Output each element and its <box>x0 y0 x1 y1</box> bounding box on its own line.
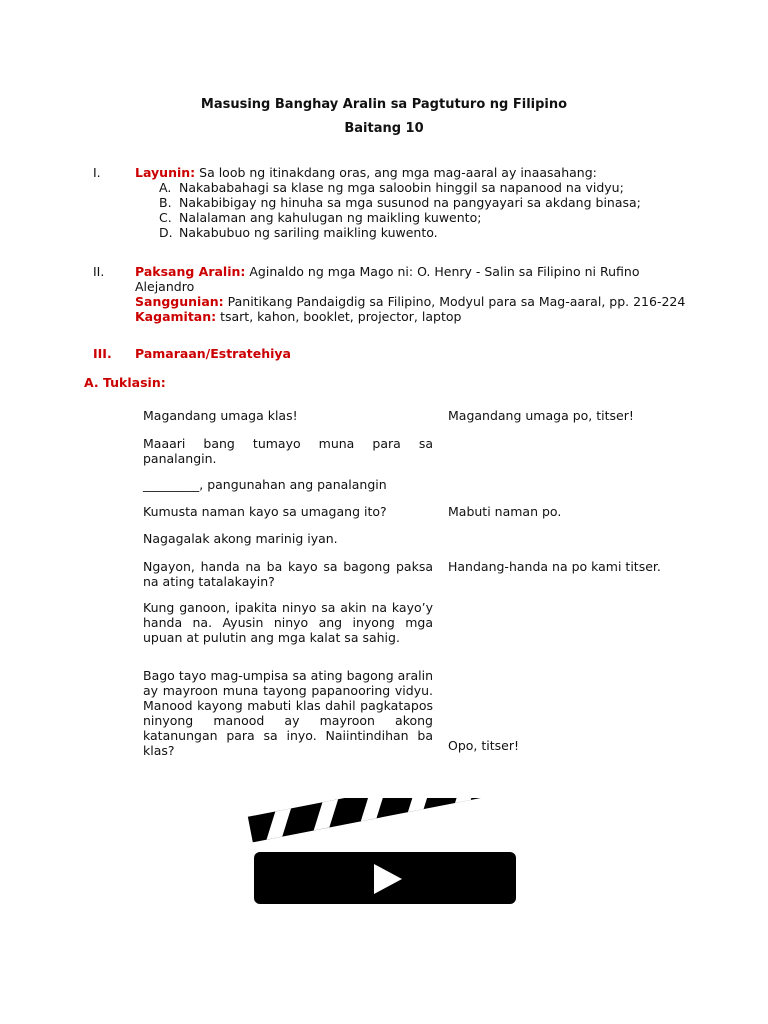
section-a-label: A. Tuklasin: <box>84 375 166 390</box>
section-2-subject <box>135 264 695 324</box>
objectives-label: Layunin: <box>135 165 196 180</box>
teacher-line: Nagagalak akong marinig iyan. <box>143 531 338 546</box>
student-line: Magandang umaga po, titser! <box>448 408 634 423</box>
list-text: Nakabubuo ng sariling maikling kuwento. <box>179 225 438 240</box>
teacher-line: Maaari bang tumayo muna para sa panalangin. <box>143 436 433 466</box>
paksa-label: Paksang Aralin: <box>135 264 246 279</box>
list-item <box>159 210 695 225</box>
section-3-label: Pamaraan/Estratehiya <box>135 346 291 361</box>
teacher-line: Ngayon, handa na ba kayo sa bagong paksa na ating tatalakayin? <box>143 559 433 589</box>
section-1-numeral: I. <box>93 165 101 180</box>
section-1-objectives <box>135 165 695 240</box>
kagamitan-label: Kagamitan: <box>135 309 217 324</box>
list-item <box>159 180 695 195</box>
document-title: Masusing Banghay Aralin sa Pagtuturo ng Filipino <box>200 97 568 112</box>
objectives-intro-text: Sa loob ng itinakdang oras, ang mga mag-aaral ay inaasahang: <box>195 165 597 180</box>
paksa-line <box>135 264 695 294</box>
list-marker: A. <box>159 180 172 195</box>
teacher-line: Kumusta naman kayo sa umagang ito? <box>143 504 387 519</box>
list-marker: B. <box>159 195 172 210</box>
section-3-numeral: III. <box>93 346 112 361</box>
student-line: Opo, titser! <box>448 738 519 753</box>
list-text: Nakababahagi sa klase ng mga saloobin hinggil sa napanood na vidyu; <box>179 180 624 195</box>
teacher-line: Kung ganoon, ipakita ninyo sa akin na kayo’y handa na. Ayusin ninyo ang inyong mga upuan at pulutin ang mga kalat sa sahig. <box>143 600 433 645</box>
list-item <box>159 225 695 240</box>
teacher-line: Magandang umaga klas! <box>143 408 298 423</box>
list-marker: D. <box>159 225 173 240</box>
student-line: Handang-handa na po kami titser. <box>448 559 661 574</box>
objectives-intro <box>135 165 695 180</box>
sanggunian-label: Sanggunian: <box>135 294 224 309</box>
list-text: Nakabibigay ng hinuha sa mga susunod na pangyayari sa akdang binasa; <box>179 195 641 210</box>
list-text: Nalalaman ang kahulugan ng maikling kuwento; <box>179 210 482 225</box>
teacher-line: _________, pangunahan ang panalangin <box>143 477 387 492</box>
list-marker: C. <box>159 210 172 225</box>
objectives-list <box>159 180 695 240</box>
paksa-text: Aginaldo ng mga Mago ni: O. Henry - Salin sa Filipino ni Rufino Alejandro <box>135 264 640 294</box>
student-line: Mabuti naman po. <box>448 504 562 519</box>
list-item <box>159 195 695 210</box>
sanggunian-line <box>135 294 695 309</box>
kagamitan-line <box>135 309 695 324</box>
clapperboard-icon <box>246 798 526 910</box>
section-2-numeral: II. <box>93 264 105 279</box>
kagamitan-text: tsart, kahon, booklet, projector, laptop <box>216 309 462 324</box>
teacher-line: Bago tayo mag-umpisa sa ating bagong aralin ay mayroon muna tayong papanooring vidyu. Manood kayong mabuti klas dahil pagkatapos ninyong manood ay mayroon akong katanungan para sa inyo. Naiintindihan ba klas? <box>143 668 433 758</box>
sanggunian-text: Panitikang Pandaigdig sa Filipino, Modyul para sa Mag-aaral, pp. 216-224 <box>223 294 686 309</box>
document-subtitle: Baitang 10 <box>344 121 424 136</box>
